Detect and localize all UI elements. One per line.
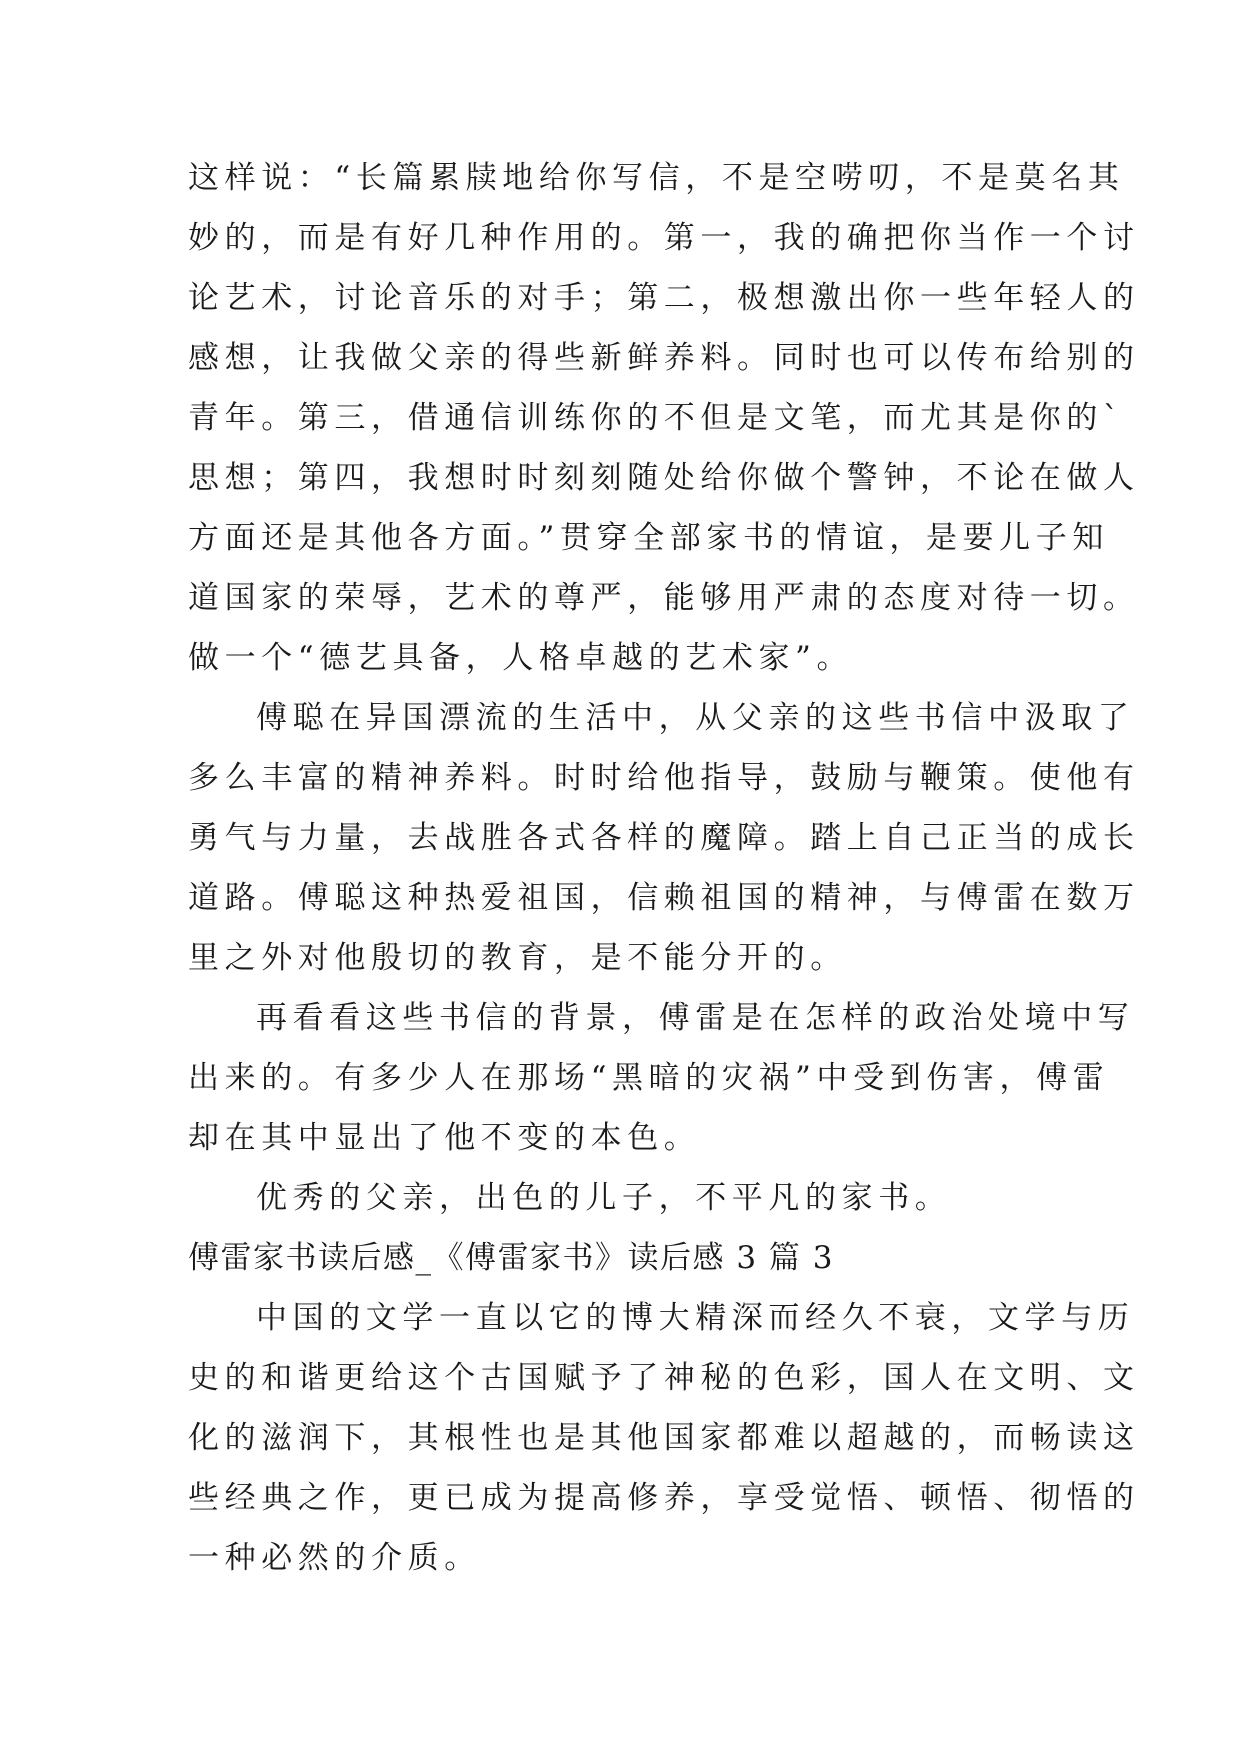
text-line: 道路。傅聪这种热爱祖国，信赖祖国的精神，与傅雷在数万 (188, 880, 1140, 916)
text-line: 感想，让我做父亲的得些新鲜养料。同时也可以传布给别的 (188, 340, 1140, 376)
document-body (188, 148, 1140, 1588)
text-line: 妙的，而是有好几种作用的。第一，我的确把你当作一个讨 (188, 220, 1140, 256)
text-line: 方面还是其他各方面。”贯穿全部家书的情谊，是要儿子知 (188, 520, 1109, 556)
text-line: 却在其中显出了他不变的本色。 (188, 1120, 701, 1156)
text-line: 道国家的荣辱，艺术的尊严，能够用严肃的态度对待一切。 (188, 580, 1140, 616)
text-line: 里之外对他殷切的教育，是不能分开的。 (188, 940, 847, 976)
section-heading: 傅雷家书读后感_《傅雷家书》读后感 3 篇 3 (188, 1240, 835, 1276)
text-line: 多么丰富的精神养料。时时给他指导，鼓励与鞭策。使他有 (188, 760, 1140, 796)
text-line: 思想；第四，我想时时刻刻随处给你做个警钟，不论在做人 (188, 460, 1140, 496)
paragraph-2 (188, 688, 1140, 988)
text-line: 再看看这些书信的背景，傅雷是在怎样的政治处境中写 (256, 1000, 1135, 1036)
text-line: 些经典之作，更已成为提高修养，享受觉悟、顿悟、彻悟的 (188, 1480, 1140, 1516)
text-line: 中国的文学一直以它的博大精深而经久不衰，文学与历 (256, 1300, 1135, 1336)
text-line: 一种必然的介质。 (188, 1540, 481, 1576)
text-line: 傅聪在异国漂流的生活中，从父亲的这些书信中汲取了 (256, 700, 1135, 736)
text-line: 出来的。有多少人在那场“黑暗的灾祸”中受到伤害，傅雷 (188, 1060, 1110, 1096)
text-line: 做一个“德艺具备，人格卓越的艺术家”。 (188, 640, 854, 676)
text-line: 勇气与力量，去战胜各式各样的魔障。踏上自己正当的成长 (188, 820, 1140, 856)
paragraph-1 (188, 148, 1140, 688)
text-line: 论艺术，讨论音乐的对手；第二，极想激出你一些年轻人的 (188, 280, 1140, 316)
paragraph-4 (188, 1168, 1088, 1228)
text-line: 青年。第三，借通信训练你的不但是文笔，而尤其是你的` (188, 400, 1125, 436)
text-line: 化的滋润下，其根性也是其他国家都难以超越的，而畅读这 (188, 1420, 1140, 1456)
text-line: 优秀的父亲，出色的儿子，不平凡的家书。 (256, 1180, 952, 1216)
text-line: 史的和谐更给这个古国赋予了神秘的色彩，国人在文明、文 (188, 1360, 1140, 1396)
paragraph-5 (188, 1288, 1140, 1588)
paragraph-3 (188, 988, 1135, 1168)
text-line: 这样说：“长篇累牍地给你写信，不是空唠叨，不是莫名其 (188, 160, 1125, 196)
